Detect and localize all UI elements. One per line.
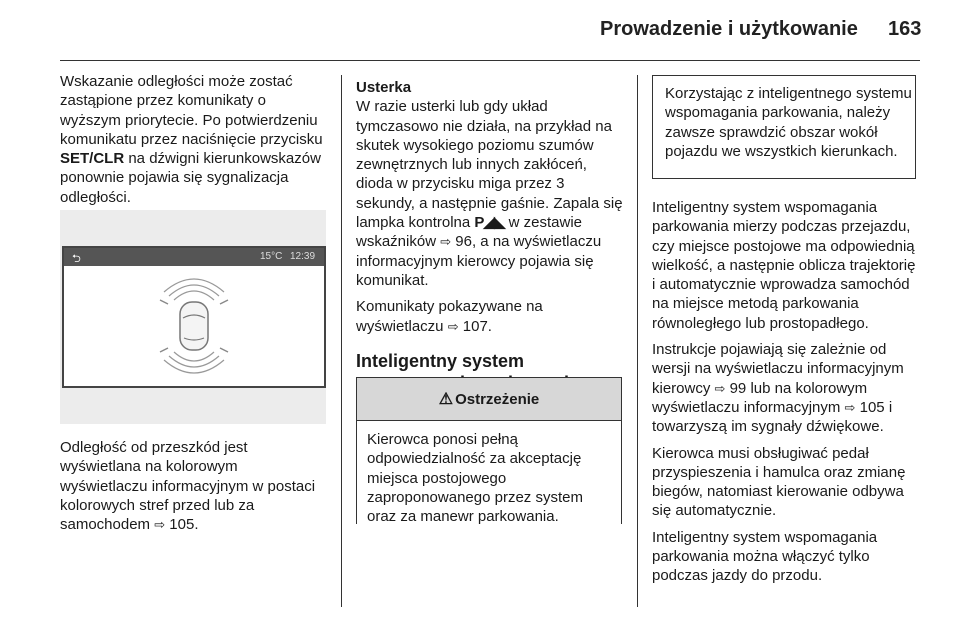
- section-heading: Inteligentny system: [356, 350, 525, 371]
- paragraph-color-display: [60, 438, 328, 534]
- page-ref-arrow-icon: ⇨: [154, 517, 166, 533]
- note-box: Korzystając z inteligentnego systemu wspomagania parkowania, należy zawsze sprawdzić obszar wokół pojazdu we wszystkich kierunkach.: [652, 75, 916, 179]
- set-clr-label: SET/CLR: [60, 150, 125, 168]
- text: W razie usterki lub gdy układ tymczasowo nie działa, na przykład na skutek wysokiego poziomu szumów zewnętrznych lub innych zakłóceń, dioda w przycisku miga przez 3 sekundy, a następnie gaśnie. Zapala się lampka kontrolna: [356, 98, 623, 232]
- page-ref-arrow-icon: ⇨: [440, 234, 452, 250]
- warning-text: Kierowca ponosi pełną odpowiedzialność za akceptację miejsca postojowego zaproponowanego przez system oraz za manewr parkowania.: [367, 431, 583, 526]
- page-ref-arrow-icon: ⇨: [447, 318, 459, 334]
- display-screen: [62, 246, 326, 388]
- column-2: [356, 78, 624, 404]
- fault-title: Usterka: [356, 79, 412, 96]
- text: i towarzyszą im sygnały dźwiękowe.: [652, 398, 893, 436]
- warning-box: [356, 377, 622, 524]
- page-ref-arrow-icon: ⇨: [844, 399, 856, 415]
- paragraph-distance-override: [60, 72, 328, 207]
- column-3: [652, 198, 922, 593]
- text: , a na wyświetlaczu informacyjnym kierowcy pojawia się komunikat.: [356, 233, 602, 289]
- page-ref[interactable]: 107.: [462, 317, 492, 335]
- display-time: 12:39: [290, 251, 316, 262]
- parking-lamp-icon: P◢◣: [474, 214, 505, 232]
- text: na dźwigni kierunkowskazów ponownie pojawia się sygnalizacja odległości.: [60, 150, 321, 206]
- page-ref[interactable]: 99: [729, 379, 747, 397]
- page-ref-arrow-icon: ⇨: [714, 380, 726, 396]
- paragraph-instructions: [652, 340, 922, 436]
- warning-header: [357, 378, 621, 421]
- warning-title: Ostrzeżenie: [455, 390, 540, 408]
- column-1: [60, 72, 328, 214]
- back-icon: ⮌: [72, 253, 81, 265]
- warning-triangle-icon: ⚠: [438, 391, 454, 408]
- paragraph-forward-only: Inteligentny system wspomagania parkowania można włączyć tylko podczas jazdy do przodu.: [652, 528, 878, 585]
- page-ref[interactable]: 96: [455, 233, 472, 251]
- text: lub na kolorowym wyświetlaczu informacyjnym: [652, 379, 868, 416]
- header-rule: [60, 60, 920, 61]
- text: Komunikaty pokazywane na wyświetlaczu: [356, 298, 543, 335]
- page-number: 163: [888, 18, 922, 40]
- text: w zestawie wskaźników: [356, 214, 583, 251]
- paragraph-system-measures: Inteligentny system wspomagania parkowania mierzy podczas przejazdu, czy miejsce postojowe ma odpowiednią wielkość, a następnie oblicza trajektorię i automatycznie wprowadza samochód na miejsce metodą parkowania równoległego lub prostopadłego.: [652, 199, 916, 332]
- paragraph-fault: [356, 97, 624, 290]
- page-ref[interactable]: 105.: [169, 516, 199, 534]
- text: Odległość od przeszkód jest wyświetlana na kolorowym wyświetlaczu informacyjnym w postaci kolorowych stref przed lub za samochodem: [60, 439, 316, 534]
- column-1-lower: [60, 438, 328, 541]
- page-header-title: Prowadzenie i użytkowanie: [600, 18, 858, 40]
- display-temperature: 15°C: [260, 251, 283, 262]
- page-ref[interactable]: 105: [859, 398, 885, 416]
- car-distance-zones-icon: [64, 266, 324, 386]
- column-divider-1: [341, 75, 342, 607]
- paragraph-driver-operates: Kierowca musi obsługiwać pedał przyspieszenia i hamulca oraz zmianę biegów, natomiast kierowanie odbywa się automatycznie.: [652, 444, 906, 520]
- text: Instrukcje pojawiają się zależnie od wersji na wyświetlaczu informacyjnym kierowcy: [652, 341, 904, 397]
- column-divider-2: [637, 75, 638, 607]
- text: Wskazanie odległości może zostać zastąpione przez komunikaty o wyższym priorytecie. Po potwierdzeniu komunikatu przez naciśnięcie przycisku: [60, 73, 323, 148]
- display-illustration: [60, 210, 326, 424]
- paragraph-messages: [356, 297, 624, 336]
- display-status-bar: [64, 248, 324, 266]
